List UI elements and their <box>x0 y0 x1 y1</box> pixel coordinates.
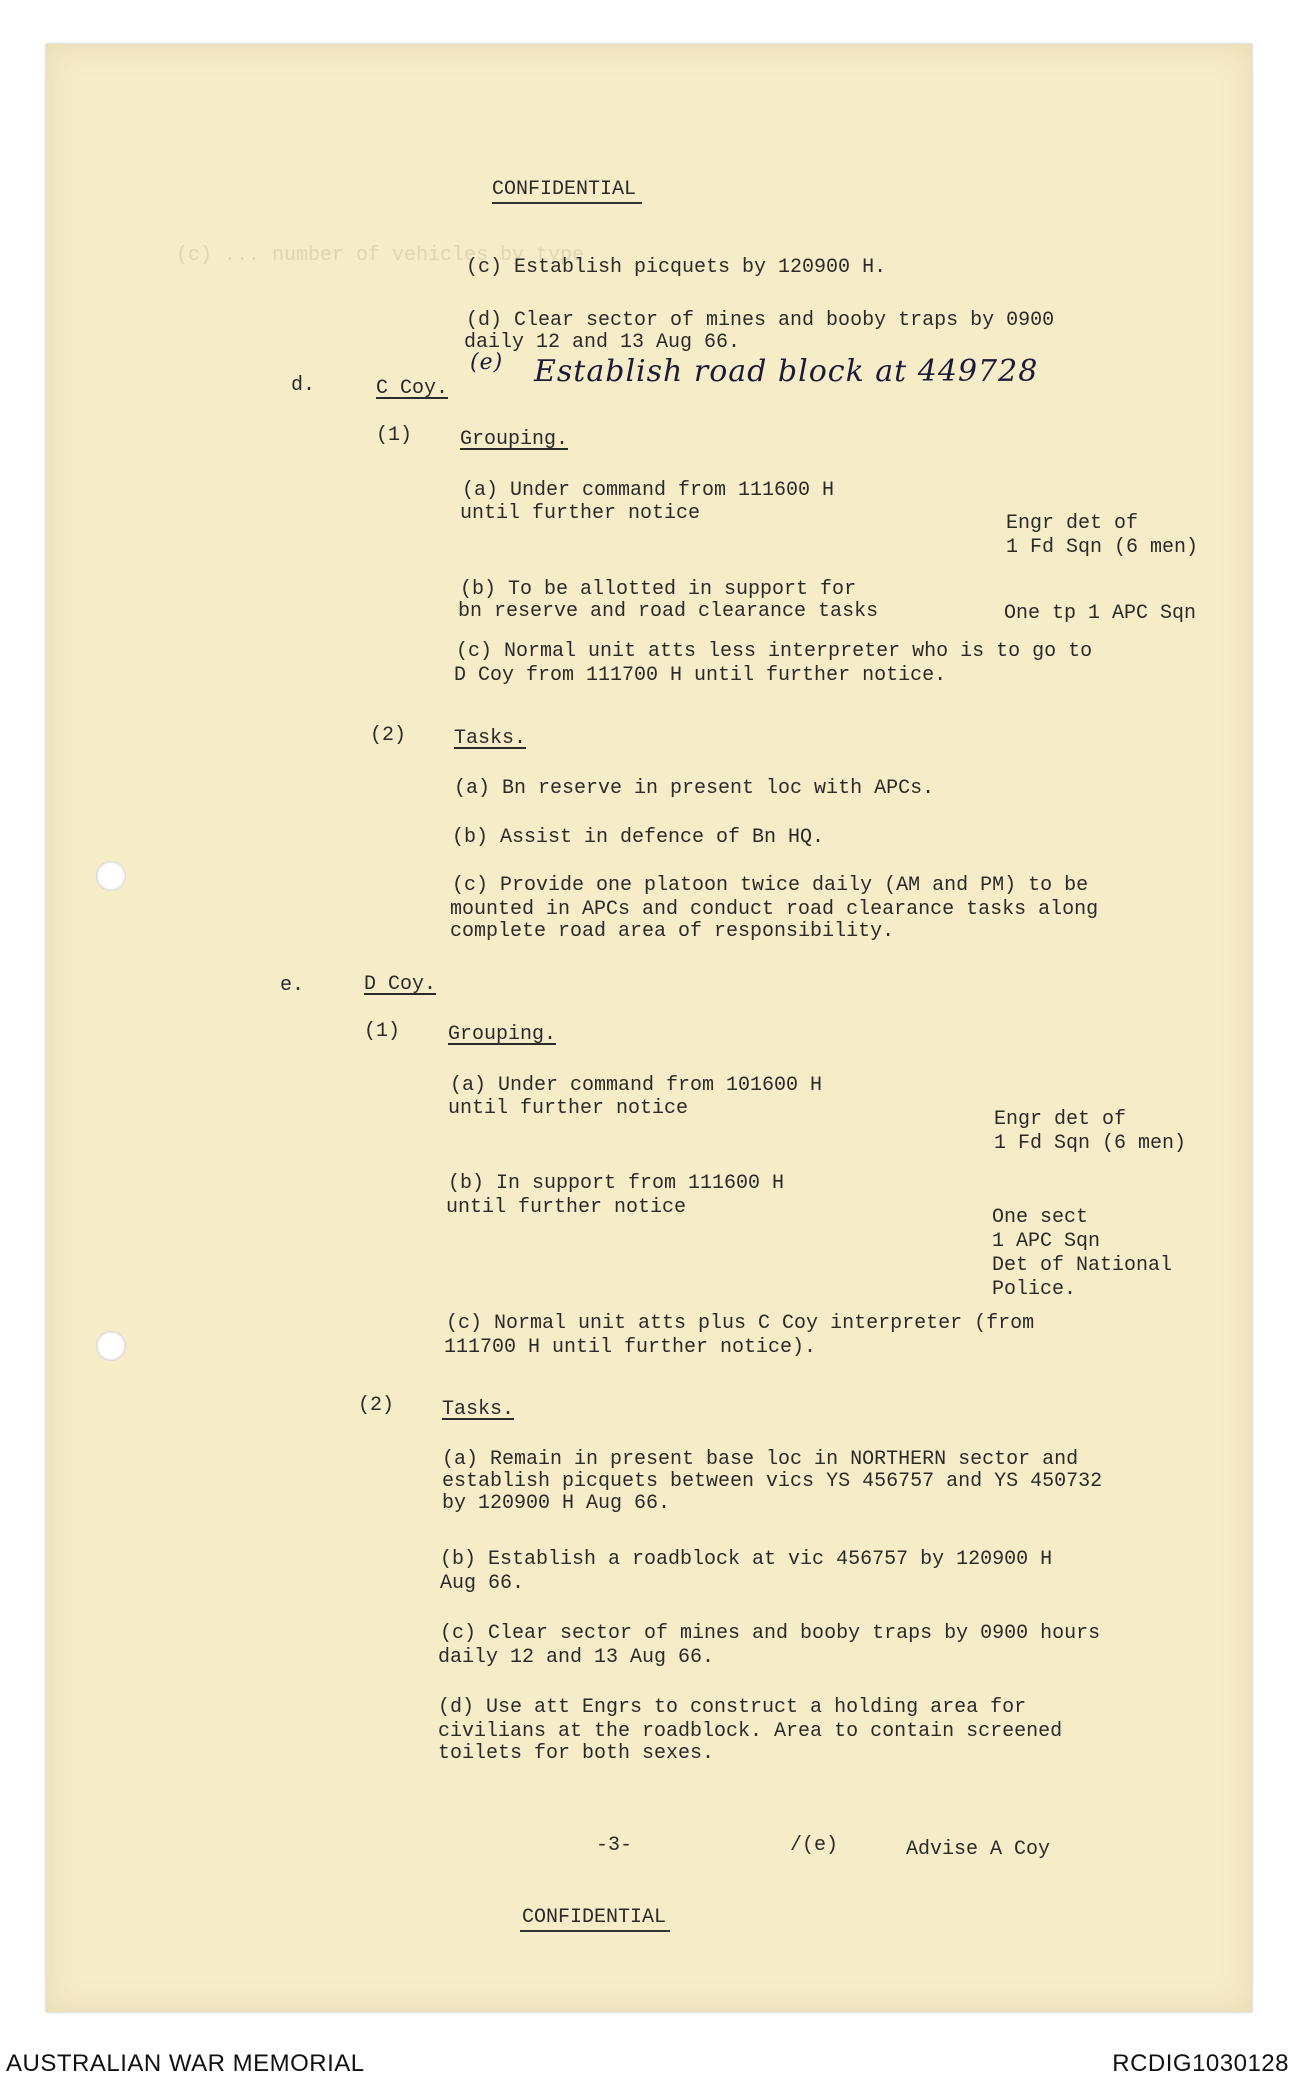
page-number: -3- <box>596 1834 633 1857</box>
c-coy-title: C Coy. <box>376 377 449 400</box>
c-coy-a-line-1: (a) Under command from 111600 H <box>462 479 835 502</box>
d-coy-tasks-title: Tasks. <box>442 1398 515 1421</box>
c-coy-task-c-3: complete road area of responsibility. <box>450 920 895 943</box>
line-d-clear-2: daily 12 and 13 Aug 66. <box>464 331 741 354</box>
d-coy-task-b-1: (b) Establish a roadblock at vic 456757 by 120900 H <box>440 1548 1053 1571</box>
d-coy-task-a-1: (a) Remain in present base loc in NORTHERN sector and <box>442 1448 1079 1471</box>
footer-underline <box>520 1930 670 1932</box>
c-coy-c-line-1: (c) Normal unit atts less interpreter who is to go to <box>456 640 1093 663</box>
punch-hole-top <box>96 861 126 891</box>
d-coy-b-right-1: One sect <box>992 1206 1089 1229</box>
c-coy-tasks-title: Tasks. <box>454 727 527 750</box>
handwritten-e-mark: (e) <box>470 350 504 375</box>
c-coy-task-b: (b) Assist in defence of Bn HQ. <box>452 826 825 849</box>
archive-id-right: RCDIG1030128 <box>1112 2050 1289 2077</box>
d-coy-task-c-1: (c) Clear sector of mines and booby traps by 0900 hours <box>440 1622 1101 1645</box>
c-coy-task-c-2: mounted in APCs and conduct road clearance tasks along <box>450 898 1099 921</box>
handwritten-roadblock-note: Establish road block at 449728 <box>534 354 1039 389</box>
d-coy-a-right-1: Engr det of <box>994 1108 1127 1131</box>
archive-credit-left: AUSTRALIAN WAR MEMORIAL <box>6 2050 365 2077</box>
d-coy-c-line-2: 111700 H until further notice). <box>444 1336 817 1359</box>
d-coy-title: D Coy. <box>364 973 437 996</box>
d-coy-task-a-3: by 120900 H Aug 66. <box>442 1492 671 1515</box>
d-coy-task-d-2: civilians at the roadblock. Area to contain screened <box>438 1720 1063 1743</box>
d-coy-a-line-2: until further notice <box>448 1097 689 1120</box>
c-coy-a-line-2: until further notice <box>460 502 701 525</box>
d-coy-c-line-1: (c) Normal unit atts plus C Coy interpreter (from <box>446 1312 1035 1335</box>
d-coy-task-b-2: Aug 66. <box>440 1572 525 1595</box>
d-coy-b-line-2: until further notice <box>446 1196 687 1219</box>
c-coy-b-line-1: (b) To be allotted in support for <box>460 578 857 601</box>
show-through-text: (c) ... number of vehicles by type <box>176 244 585 267</box>
d-coy-task-c-2: daily 12 and 13 Aug 66. <box>438 1646 715 1669</box>
c-coy-task-c-1: (c) Provide one platoon twice daily (AM and PM) to be <box>452 874 1089 897</box>
d-coy-b-right-2: 1 APC Sqn <box>992 1230 1101 1253</box>
c-coy-tasks-num: (2) <box>370 724 407 747</box>
c-coy-c-line-2: D Coy from 111700 H until further notice. <box>454 664 947 687</box>
c-coy-grouping-title: Grouping. <box>460 428 569 451</box>
d-coy-marker: e. <box>280 974 305 997</box>
punch-hole-bottom <box>96 1331 126 1361</box>
d-coy-tasks-num: (2) <box>358 1394 395 1417</box>
header-classification: CONFIDENTIAL <box>492 178 637 201</box>
c-coy-b-line-2: bn reserve and road clearance tasks <box>458 600 879 623</box>
c-coy-marker: d. <box>291 374 316 397</box>
next-line-advise: Advise A Coy <box>906 1838 1051 1861</box>
d-coy-a-right-2: 1 Fd Sqn (6 men) <box>994 1132 1187 1155</box>
footer-classification: CONFIDENTIAL <box>522 1906 667 1929</box>
c-coy-task-a: (a) Bn reserve in present loc with APCs. <box>454 777 935 800</box>
c-coy-a-right-2: 1 Fd Sqn (6 men) <box>1006 536 1199 559</box>
c-coy-grouping-num: (1) <box>376 424 413 447</box>
header-underline <box>492 202 642 204</box>
d-coy-grouping-title: Grouping. <box>448 1023 557 1046</box>
c-coy-a-right-1: Engr det of <box>1006 512 1139 535</box>
d-coy-task-d-1: (d) Use att Engrs to construct a holding area for <box>438 1696 1027 1719</box>
line-c-piquets: (c) Establish picquets by 120900 H. <box>466 256 887 279</box>
d-coy-task-a-2: establish picquets between vics YS 456757 and YS 450732 <box>442 1470 1103 1493</box>
d-coy-task-d-3: toilets for both sexes. <box>438 1742 715 1765</box>
d-coy-a-line-1: (a) Under command from 101600 H <box>450 1074 823 1097</box>
d-coy-grouping-num: (1) <box>364 1020 401 1043</box>
d-coy-b-line-1: (b) In support from 111600 H <box>448 1172 785 1195</box>
d-coy-b-right-3: Det of National <box>992 1254 1173 1277</box>
d-coy-b-right-4: Police. <box>992 1278 1077 1301</box>
c-coy-b-right: One tp 1 APC Sqn <box>1004 602 1197 625</box>
catchword: /(e) <box>790 1834 839 1857</box>
document-page <box>46 44 1252 2012</box>
line-d-clear-1: (d) Clear sector of mines and booby traps by 0900 <box>466 309 1055 332</box>
